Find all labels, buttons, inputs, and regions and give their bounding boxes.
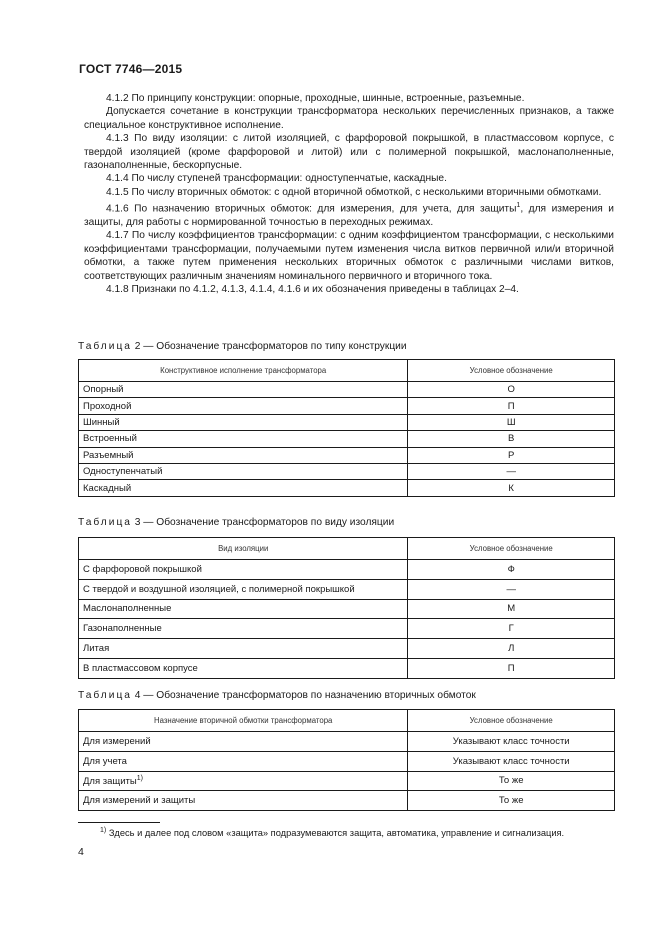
cell-insulation: Газонаполненные (79, 619, 408, 639)
cell-insulation: С фарфоровой покрышкой (79, 560, 408, 580)
table-row (79, 579, 615, 599)
table-2-caption-word: Таблица (78, 341, 132, 352)
document-header: ГОСТ 7746—2015 (79, 62, 183, 76)
table-4-caption-text: 4 — Обозначение трансформаторов по назначению вторичных обмоток (131, 690, 476, 701)
cell-purpose-text: Для защиты (83, 776, 137, 788)
table-row (79, 414, 615, 430)
paragraph-4-1-3: 4.1.3 По виду изоляции: с литой изоляцией, с фарфоровой покрышкой, в пластмассовом корпусе, с твердой изоляцией (кроме фарфоровой и литой) или с полимерной покрышкой, маслонаполненные, газонаполненные, бескорпусные. (84, 133, 614, 172)
table-row (79, 751, 615, 771)
table-3-caption (78, 517, 394, 528)
table-2-caption-text: 2 — Обозначение трансформаторов по типу конструкции (131, 341, 407, 352)
footnote (100, 827, 564, 838)
cell-type: Встроенный (79, 431, 408, 447)
cell-type: Проходной (79, 398, 408, 414)
table-2 (78, 359, 615, 497)
cell-code: Ф (408, 560, 615, 580)
page-number: 4 (78, 846, 84, 858)
paragraph-4-1-6 (84, 199, 614, 229)
cell-purpose (79, 771, 408, 791)
cell-insulation: С твердой и воздушной изоляцией, с полимерной покрышкой (79, 579, 408, 599)
cell-code: — (408, 579, 615, 599)
table-row (79, 732, 615, 752)
footnote-ref: 1 (516, 202, 521, 210)
cell-code: О (408, 382, 615, 398)
table-4 (78, 709, 615, 811)
table-2-caption (78, 341, 407, 352)
paragraph-4-1-2: 4.1.2 По принципу конструкции: опорные, проходные, шинные, встроенные, разъемные. (106, 93, 525, 104)
paragraph-4-1-4: 4.1.4 По числу ступеней трансформации: одноступенчатые, каскадные. (106, 173, 447, 185)
cell-insulation: В пластмассовом корпусе (79, 658, 408, 678)
cell-purpose: Для учета (79, 751, 408, 771)
cell-code: П (408, 658, 615, 678)
footnote-ref: 1) (136, 774, 143, 782)
footnote-mark: 1) (100, 827, 107, 834)
table-4-caption (78, 690, 476, 701)
cell-type: Каскадный (79, 480, 408, 496)
table-header-row (79, 360, 615, 382)
table-row (79, 771, 615, 791)
body-text (84, 92, 614, 296)
table-row (79, 791, 615, 811)
cell-code: Л (408, 639, 615, 659)
paragraph-4-1-6-end: , для измерения и защиты, для работы с нормированной точностью в переходных режимах. (84, 203, 614, 229)
table-4-caption-word: Таблица (78, 690, 132, 701)
table-row (79, 382, 615, 398)
cell-type: Шинный (79, 414, 408, 430)
paragraph-4-1-8: 4.1.8 Признаки по 4.1.2, 4.1.3, 4.1.4, 4.1.6 и их обозначения приведены в таблицах 2–4. (106, 284, 519, 296)
cell-type: Разъемный (79, 447, 408, 463)
table-row (79, 447, 615, 463)
cell-code: То же (408, 791, 615, 811)
footnote-text: Здесь и далее под словом «защита» подразумеваются защита, автоматика, управление и сигнализация. (106, 828, 565, 839)
table-header-row (79, 710, 615, 732)
cell-type: Опорный (79, 382, 408, 398)
footnote-divider (78, 822, 160, 823)
cell-code: В (408, 431, 615, 447)
table-row (79, 639, 615, 659)
paragraph-4-1-6-start: 4.1.6 По назначению вторичных обмоток: для измерения, для учета, для защиты (106, 203, 517, 215)
column-header: Условное обозначение (408, 538, 615, 560)
table-3 (78, 537, 615, 679)
cell-purpose: Для измерений и защиты (79, 791, 408, 811)
table-row (79, 480, 615, 496)
table-row (79, 463, 615, 479)
cell-purpose: Для измерений (79, 732, 408, 752)
table-row (79, 431, 615, 447)
column-header: Назначение вторичной обмотки трансформатора (79, 710, 408, 732)
table-3-caption-text: 3 — Обозначение трансформаторов по виду изоляции (131, 517, 395, 528)
column-header: Конструктивное исполнение трансформатора (79, 360, 408, 382)
cell-code: Г (408, 619, 615, 639)
cell-code: П (408, 398, 615, 414)
paragraph-combination: Допускается сочетание в конструкции трансформатора нескольких перечисленных признаков, а также специальное конструктивное исполнение. (84, 106, 614, 131)
table-row (79, 658, 615, 678)
cell-code: К (408, 480, 615, 496)
column-header: Условное обозначение (408, 360, 615, 382)
cell-code: Указывают класс точности (408, 732, 615, 752)
table-3-caption-word: Таблица (78, 517, 132, 528)
cell-code: Ш (408, 414, 615, 430)
cell-code: Р (408, 447, 615, 463)
cell-insulation: Маслонаполненные (79, 599, 408, 619)
table-row (79, 560, 615, 580)
table-row (79, 619, 615, 639)
table-row (79, 599, 615, 619)
cell-type: Одноступенчатый (79, 463, 408, 479)
cell-code: Указывают класс точности (408, 751, 615, 771)
paragraph-4-1-7: 4.1.7 По числу коэффициентов трансформации: с одним коэффициентом трансформации, с несколькими коэффициентами трансформации, получаемыми путем изменения числа витков первичной или/и вторичной обмотки, а также путем применения нескольких вторичных обмоток с различными числами витков, соответствующих различным значениям номинального первичного и вторичного тока. (84, 230, 614, 282)
cell-insulation: Литая (79, 639, 408, 659)
paragraph-4-1-5: 4.1.5 По числу вторичных обмоток: с одной вторичной обмоткой, с несколькими вторичными обмотками. (106, 186, 602, 198)
cell-code: То же (408, 771, 615, 791)
cell-code: — (408, 463, 615, 479)
column-header: Вид изоляции (79, 538, 408, 560)
column-header: Условное обозначение (408, 710, 615, 732)
table-header-row (79, 538, 615, 560)
cell-code: М (408, 599, 615, 619)
table-row (79, 398, 615, 414)
